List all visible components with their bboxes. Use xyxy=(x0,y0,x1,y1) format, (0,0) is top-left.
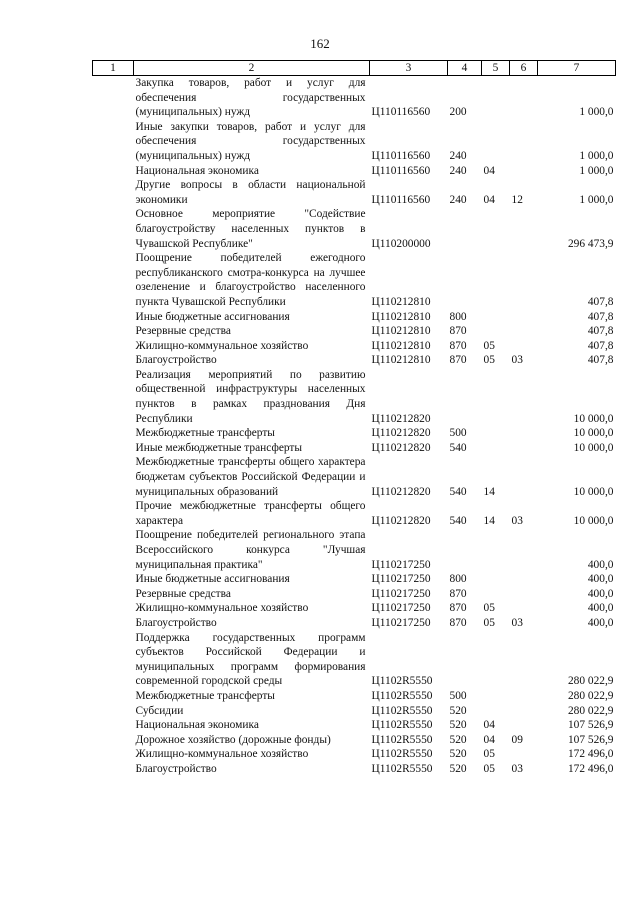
table-row xyxy=(93,251,616,309)
row-amount-cell: 296 473,9 xyxy=(567,237,614,250)
row-section-cell xyxy=(482,76,510,120)
row-subsection-cell xyxy=(510,324,538,339)
row-code-cell: Ц110212810 xyxy=(371,339,431,352)
row-expense-type-cell: 870 xyxy=(449,587,467,600)
row-section-cell xyxy=(482,251,510,309)
row-subsection-cell: 03 xyxy=(511,354,523,367)
row-code-cell: Ц110212820 xyxy=(371,485,431,498)
row-section-cell xyxy=(482,441,510,456)
row-expense-type-cell: 870 xyxy=(449,616,467,629)
row-number-cell xyxy=(93,120,134,164)
row-subsection-cell: 03 xyxy=(511,762,523,775)
row-name-cell: Межбюджетные трансферты xyxy=(135,689,275,702)
row-number-cell xyxy=(93,76,134,120)
row-code-cell: Ц110212810 xyxy=(371,325,431,338)
row-name-cell: Благоустройство xyxy=(135,616,217,629)
row-expense-type-cell: 520 xyxy=(449,762,467,775)
table-row xyxy=(93,455,616,499)
row-code-cell: Ц110116560 xyxy=(371,193,431,206)
table-row xyxy=(93,689,616,704)
row-number-cell xyxy=(93,718,134,733)
table-row xyxy=(93,426,616,441)
row-expense-type-cell: 870 xyxy=(449,354,467,367)
row-section-cell xyxy=(482,528,510,572)
row-code-cell: Ц110212810 xyxy=(371,295,431,308)
row-section-cell: 05 xyxy=(483,616,495,629)
row-amount-cell: 1 000,0 xyxy=(579,164,614,177)
table-row xyxy=(93,353,616,368)
table-row xyxy=(93,324,616,339)
row-number-cell xyxy=(93,587,134,602)
row-expense-type-cell: 520 xyxy=(449,733,467,746)
row-section-cell: 04 xyxy=(483,193,495,206)
table-row xyxy=(93,601,616,616)
row-number-cell xyxy=(93,528,134,572)
row-code-cell: Ц110200000 xyxy=(371,237,431,250)
row-expense-type-cell xyxy=(448,368,482,426)
table-row xyxy=(93,572,616,587)
table-row xyxy=(93,310,616,325)
row-amount-cell: 407,8 xyxy=(587,339,614,352)
row-number-cell xyxy=(93,441,134,456)
row-section-cell xyxy=(482,120,510,164)
row-section-cell: 05 xyxy=(483,602,495,615)
row-amount-cell: 10 000,0 xyxy=(573,441,614,454)
row-number-cell xyxy=(93,747,134,762)
row-section-cell xyxy=(482,689,510,704)
row-code-cell: Ц110217250 xyxy=(371,573,431,586)
row-number-cell xyxy=(93,324,134,339)
row-subsection-cell xyxy=(510,718,538,733)
row-amount-cell: 1 000,0 xyxy=(579,106,614,119)
row-number-cell xyxy=(93,455,134,499)
row-amount-cell: 107 526,9 xyxy=(567,719,614,732)
row-number-cell xyxy=(93,762,134,777)
row-subsection-cell xyxy=(510,426,538,441)
row-amount-cell: 172 496,0 xyxy=(567,762,614,775)
row-amount-cell: 407,8 xyxy=(587,310,614,323)
row-code-cell: Ц1102R5550 xyxy=(371,748,433,761)
row-expense-type-cell: 240 xyxy=(449,149,467,162)
row-number-cell xyxy=(93,572,134,587)
row-code-cell: Ц110212810 xyxy=(371,310,431,323)
row-expense-type-cell: 520 xyxy=(449,748,467,761)
row-name-cell: Реализация мероприятий по развитию общественной инфраструктуры населенных пунктов в рамках празднования Дня Республики xyxy=(135,368,366,425)
row-code-cell: Ц110212820 xyxy=(371,412,431,425)
table-row xyxy=(93,631,616,689)
row-name-cell: Другие вопросы в области национальной экономики xyxy=(135,179,366,206)
table-row xyxy=(93,120,616,164)
row-name-cell: Межбюджетные трансферты общего характера бюджетам субъектов Российской Федерации и муниципальных образований xyxy=(135,456,366,498)
row-number-cell xyxy=(93,616,134,631)
row-name-cell: Жилищно-коммунальное хозяйство xyxy=(135,339,309,352)
row-number-cell xyxy=(93,178,134,207)
row-name-cell: Поощрение победителей регионального этапа Всероссийского конкурса "Лучшая муниципальная практика" xyxy=(135,529,366,571)
row-section-cell: 04 xyxy=(483,733,495,746)
table-row xyxy=(93,704,616,719)
row-subsection-cell: 03 xyxy=(511,616,523,629)
row-expense-type-cell: 540 xyxy=(449,514,467,527)
row-expense-type-cell: 500 xyxy=(449,689,467,702)
row-name-cell: Благоустройство xyxy=(135,354,217,367)
row-expense-type-cell xyxy=(448,251,482,309)
table-row xyxy=(93,528,616,572)
row-amount-cell: 400,0 xyxy=(587,587,614,600)
table-row xyxy=(93,441,616,456)
header-col-6: 6 xyxy=(510,61,538,76)
row-subsection-cell xyxy=(510,120,538,164)
table-row xyxy=(93,747,616,762)
header-row xyxy=(93,61,616,76)
row-name-cell: Иные бюджетные ассигнования xyxy=(135,573,290,586)
table-row xyxy=(93,164,616,179)
row-name-cell: Национальная экономика xyxy=(135,164,259,177)
row-section-cell: 05 xyxy=(483,354,495,367)
row-expense-type-cell: 240 xyxy=(449,193,467,206)
table-row xyxy=(93,762,616,777)
row-expense-type-cell: 540 xyxy=(449,485,467,498)
row-name-cell: Субсидии xyxy=(135,704,184,717)
row-subsection-cell xyxy=(510,251,538,309)
row-expense-type-cell: 520 xyxy=(449,719,467,732)
header-col-2: 2 xyxy=(134,61,370,76)
row-subsection-cell xyxy=(510,368,538,426)
row-code-cell: Ц1102R5550 xyxy=(371,733,433,746)
table-row xyxy=(93,207,616,251)
row-subsection-cell: 03 xyxy=(511,514,523,527)
header-col-4: 4 xyxy=(448,61,482,76)
row-expense-type-cell: 500 xyxy=(449,427,467,440)
table-row xyxy=(93,178,616,207)
row-expense-type-cell: 240 xyxy=(449,164,467,177)
row-section-cell xyxy=(482,368,510,426)
row-name-cell: Иные бюджетные ассигнования xyxy=(135,310,290,323)
row-name-cell: Межбюджетные трансферты xyxy=(135,427,275,440)
table-row xyxy=(93,718,616,733)
row-subsection-cell xyxy=(510,339,538,354)
row-section-cell: 05 xyxy=(483,748,495,761)
row-name-cell: Дорожное хозяйство (дорожные фонды) xyxy=(135,733,331,746)
row-subsection-cell xyxy=(510,747,538,762)
row-code-cell: Ц110212810 xyxy=(371,354,431,367)
row-code-cell: Ц110116560 xyxy=(371,164,431,177)
row-expense-type-cell: 870 xyxy=(449,325,467,338)
row-section-cell: 05 xyxy=(483,339,495,352)
table-row xyxy=(93,616,616,631)
row-subsection-cell xyxy=(510,704,538,719)
row-subsection-cell xyxy=(510,689,538,704)
row-number-cell xyxy=(93,631,134,689)
row-code-cell: Ц110217250 xyxy=(371,616,431,629)
row-code-cell: Ц110212820 xyxy=(371,514,431,527)
row-section-cell xyxy=(482,631,510,689)
row-code-cell: Ц1102R5550 xyxy=(371,689,433,702)
row-code-cell: Ц110212820 xyxy=(371,441,431,454)
row-code-cell: Ц110116560 xyxy=(371,106,431,119)
table-row xyxy=(93,587,616,602)
row-subsection-cell xyxy=(510,572,538,587)
row-number-cell xyxy=(93,704,134,719)
row-expense-type-cell: 870 xyxy=(449,602,467,615)
row-number-cell xyxy=(93,368,134,426)
header-col-1: 1 xyxy=(93,61,134,76)
row-number-cell xyxy=(93,353,134,368)
row-number-cell xyxy=(93,426,134,441)
row-amount-cell: 400,0 xyxy=(587,573,614,586)
row-subsection-cell xyxy=(510,631,538,689)
row-amount-cell: 400,0 xyxy=(587,616,614,629)
table-header xyxy=(93,61,616,76)
row-name-cell: Иные межбюджетные трансферты xyxy=(135,441,303,454)
row-subsection-cell xyxy=(510,310,538,325)
row-amount-cell: 1 000,0 xyxy=(579,193,614,206)
row-expense-type-cell: 800 xyxy=(449,573,467,586)
row-number-cell xyxy=(93,339,134,354)
row-section-cell xyxy=(482,207,510,251)
row-amount-cell: 407,8 xyxy=(587,354,614,367)
row-amount-cell: 400,0 xyxy=(587,602,614,615)
row-expense-type-cell: 800 xyxy=(449,310,467,323)
header-col-5: 5 xyxy=(482,61,510,76)
row-section-cell xyxy=(482,324,510,339)
row-expense-type-cell: 200 xyxy=(449,106,467,119)
row-amount-cell: 280 022,9 xyxy=(567,689,614,702)
row-amount-cell: 10 000,0 xyxy=(573,427,614,440)
row-number-cell xyxy=(93,164,134,179)
row-expense-type-cell xyxy=(448,207,482,251)
table-row xyxy=(93,733,616,748)
row-subsection-cell xyxy=(510,528,538,572)
row-name-cell: Основное мероприятие "Содействие благоустройству населенных пунктов в Чувашской Республике" xyxy=(135,208,366,250)
row-number-cell xyxy=(93,310,134,325)
row-name-cell: Национальная экономика xyxy=(135,719,259,732)
header-col-7: 7 xyxy=(538,61,616,76)
row-name-cell: Резервные средства xyxy=(135,587,231,600)
row-section-cell: 04 xyxy=(483,164,495,177)
table-row xyxy=(93,499,616,528)
row-amount-cell: 280 022,9 xyxy=(567,704,614,717)
row-subsection-cell: 09 xyxy=(511,733,523,746)
row-number-cell xyxy=(93,207,134,251)
row-section-cell xyxy=(482,310,510,325)
row-amount-cell: 10 000,0 xyxy=(573,412,614,425)
row-code-cell: Ц110217250 xyxy=(371,558,431,571)
row-code-cell: Ц1102R5550 xyxy=(371,704,433,717)
row-name-cell: Жилищно-коммунальное хозяйство xyxy=(135,748,309,761)
row-section-cell: 14 xyxy=(483,485,495,498)
row-section-cell: 04 xyxy=(483,719,495,732)
row-amount-cell: 407,8 xyxy=(587,295,614,308)
row-subsection-cell xyxy=(510,76,538,120)
row-code-cell: Ц110212820 xyxy=(371,427,431,440)
row-subsection-cell xyxy=(510,207,538,251)
row-amount-cell: 10 000,0 xyxy=(573,485,614,498)
table-body xyxy=(93,76,616,777)
row-amount-cell: 107 526,9 xyxy=(567,733,614,746)
header-col-3: 3 xyxy=(370,61,448,76)
row-expense-type-cell xyxy=(448,528,482,572)
row-name-cell: Закупка товаров, работ и услуг для обеспечения государственных (муниципальных) нужд xyxy=(135,77,366,119)
row-expense-type-cell: 520 xyxy=(449,704,467,717)
row-number-cell xyxy=(93,601,134,616)
row-name-cell: Прочие межбюджетные трансферты общего характера xyxy=(135,500,366,527)
row-expense-type-cell xyxy=(448,631,482,689)
row-section-cell xyxy=(482,704,510,719)
row-name-cell: Резервные средства xyxy=(135,325,231,338)
row-name-cell: Благоустройство xyxy=(135,762,217,775)
row-code-cell: Ц110217250 xyxy=(371,602,431,615)
page-number: 162 xyxy=(310,36,330,51)
row-code-cell: Ц1102R5550 xyxy=(371,675,433,688)
row-subsection-cell xyxy=(510,601,538,616)
row-number-cell xyxy=(93,689,134,704)
row-subsection-cell xyxy=(510,164,538,179)
row-amount-cell: 1 000,0 xyxy=(579,149,614,162)
row-subsection-cell xyxy=(510,441,538,456)
row-section-cell xyxy=(482,572,510,587)
row-number-cell xyxy=(93,733,134,748)
row-section-cell xyxy=(482,587,510,602)
row-amount-cell: 10 000,0 xyxy=(573,514,614,527)
row-expense-type-cell: 870 xyxy=(449,339,467,352)
row-name-cell: Жилищно-коммунальное хозяйство xyxy=(135,602,309,615)
row-name-cell: Иные закупки товаров, работ и услуг для обеспечения государственных (муниципальных) нужд xyxy=(135,120,366,162)
table-row xyxy=(93,339,616,354)
row-section-cell: 05 xyxy=(483,762,495,775)
row-section-cell: 14 xyxy=(483,514,495,527)
row-number-cell xyxy=(93,251,134,309)
row-code-cell: Ц110217250 xyxy=(371,587,431,600)
row-amount-cell: 280 022,9 xyxy=(567,675,614,688)
row-section-cell xyxy=(482,426,510,441)
row-subsection-cell xyxy=(510,455,538,499)
row-number-cell xyxy=(93,499,134,528)
table-row xyxy=(93,76,616,120)
row-amount-cell: 400,0 xyxy=(587,558,614,571)
row-amount-cell: 172 496,0 xyxy=(567,748,614,761)
row-subsection-cell xyxy=(510,587,538,602)
row-name-cell: Поддержка государственных программ субъектов Российской Федерации и муниципальных программ формирования современной городской среды xyxy=(135,631,366,688)
row-amount-cell: 407,8 xyxy=(587,325,614,338)
row-code-cell: Ц1102R5550 xyxy=(371,762,433,775)
row-code-cell: Ц1102R5550 xyxy=(371,719,433,732)
row-subsection-cell: 12 xyxy=(511,193,523,206)
row-code-cell: Ц110116560 xyxy=(371,149,431,162)
row-name-cell: Поощрение победителей ежегодного республиканского смотра-конкурса на лучшее озеленение и благоустройство населенного пункта Чувашской Республики xyxy=(135,252,366,308)
row-expense-type-cell: 540 xyxy=(449,441,467,454)
table-row xyxy=(93,368,616,426)
budget-table xyxy=(92,60,616,777)
